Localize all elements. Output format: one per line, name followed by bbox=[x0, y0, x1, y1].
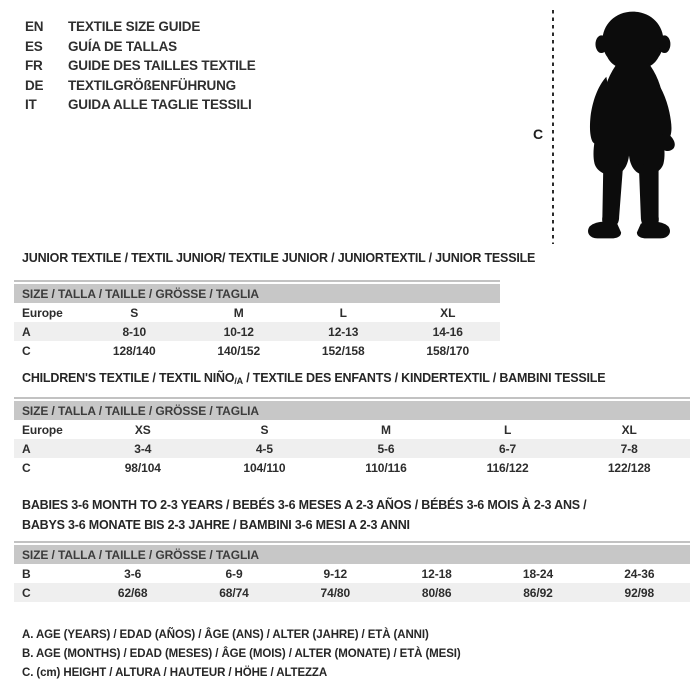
footnote-age-years: A. AGE (YEARS) / EDAD (AÑOS) / ÂGE (ANS) / ALTER (JAHRE) / ETÀ (ANNI) bbox=[22, 628, 429, 641]
size-header-bar bbox=[14, 401, 690, 420]
value-cell: 110/116 bbox=[365, 460, 407, 475]
language-row-fr bbox=[25, 56, 256, 76]
table-top-rule bbox=[14, 397, 690, 399]
value-cell: 152/158 bbox=[321, 343, 365, 358]
toddler-silhouette-icon bbox=[560, 7, 698, 245]
value-cell: 122/128 bbox=[607, 460, 651, 475]
language-title: GUÍA DE TALLAS bbox=[68, 38, 177, 54]
children-title-post: / TEXTILE DES ENFANTS / KINDERTEXTIL / BAMBINI TESSILE bbox=[242, 371, 606, 385]
children-size-table bbox=[14, 397, 690, 477]
value-cell: 12-13 bbox=[328, 324, 359, 339]
value-cell: 158/170 bbox=[426, 343, 470, 358]
value-cell: 7-8 bbox=[620, 441, 638, 456]
value-cell: 5-6 bbox=[377, 441, 395, 456]
babies-title-line1: BABIES 3-6 MONTH TO 2-3 YEARS / BEBÉS 3-6 MESES A 2-3 AÑOS / BÉBÉS 3-6 MOIS À 2-3 ANS / bbox=[22, 498, 587, 512]
size-cell: L bbox=[339, 305, 347, 320]
size-header-label: SIZE / TALLA / TAILLE / GRÖSSE / TAGLIA bbox=[22, 547, 259, 562]
value-cell: 86/92 bbox=[523, 585, 553, 600]
legend-footnotes bbox=[22, 625, 461, 683]
row-label: C bbox=[22, 585, 31, 600]
value-cell: 12-18 bbox=[421, 566, 452, 581]
value-cell: 8-10 bbox=[122, 324, 147, 339]
size-header-bar bbox=[14, 545, 690, 564]
junior-section-title: JUNIOR TEXTILE / TEXTIL JUNIOR/ TEXTILE JUNIOR / JUNIORTEXTIL / JUNIOR TESSILE bbox=[22, 251, 536, 265]
language-title: GUIDA ALLE TAGLIE TESSILI bbox=[68, 97, 252, 113]
table-row-months bbox=[14, 564, 690, 583]
language-title: GUIDE DES TAILLES TEXTILE bbox=[68, 58, 256, 74]
language-code: DE bbox=[25, 77, 44, 93]
table-row-height bbox=[14, 341, 500, 360]
table-row-height bbox=[14, 458, 690, 477]
table-top-rule bbox=[14, 541, 690, 543]
size-cell: XL bbox=[621, 422, 637, 437]
size-header-bar bbox=[14, 284, 500, 303]
row-label: C bbox=[22, 460, 31, 475]
height-measure-label: C bbox=[533, 126, 544, 142]
row-label: B bbox=[22, 566, 31, 581]
value-cell: 128/140 bbox=[112, 343, 156, 358]
language-row-it bbox=[25, 95, 256, 115]
table-row-age bbox=[14, 322, 500, 341]
value-cell: 14-16 bbox=[432, 324, 463, 339]
size-cell: M bbox=[381, 422, 391, 437]
value-cell: 24-36 bbox=[624, 566, 655, 581]
row-label: C bbox=[22, 343, 31, 358]
value-cell: 3-4 bbox=[134, 441, 152, 456]
table-row-europe bbox=[14, 420, 690, 439]
value-cell: 98/104 bbox=[124, 460, 161, 475]
value-cell: 10-12 bbox=[223, 324, 254, 339]
language-title: TEXTILE SIZE GUIDE bbox=[68, 19, 201, 35]
language-row-es bbox=[25, 37, 256, 57]
language-row-de bbox=[25, 76, 256, 96]
size-cell: XS bbox=[134, 422, 151, 437]
row-label: Europe bbox=[22, 422, 63, 437]
children-title-pre: CHILDREN'S TEXTILE / TEXTIL NIÑO bbox=[22, 371, 235, 385]
table-top-rule bbox=[14, 280, 500, 282]
value-cell: 92/98 bbox=[624, 585, 655, 600]
value-cell: 6-9 bbox=[225, 566, 243, 581]
value-cell: 116/122 bbox=[486, 460, 529, 475]
value-cell: 3-6 bbox=[124, 566, 142, 581]
footnote-height-cm: C. (cm) HEIGHT / ALTURA / HAUTEUR / HÖHE / ALTEZZA bbox=[22, 667, 328, 680]
table-row-europe bbox=[14, 303, 500, 322]
value-cell: 62/68 bbox=[117, 585, 148, 600]
children-section-title bbox=[22, 371, 605, 386]
table-row-height bbox=[14, 583, 690, 602]
size-cell: S bbox=[130, 305, 139, 320]
value-cell: 104/110 bbox=[243, 460, 286, 475]
size-cell: L bbox=[503, 422, 512, 437]
value-cell: 140/152 bbox=[217, 343, 261, 358]
language-row-en bbox=[25, 17, 256, 37]
size-cell: XL bbox=[440, 305, 456, 320]
value-cell: 6-7 bbox=[499, 441, 517, 456]
babies-size-table bbox=[14, 541, 690, 602]
value-cell: 9-12 bbox=[323, 566, 348, 581]
value-cell: 68/74 bbox=[219, 585, 249, 600]
value-cell: 80/86 bbox=[421, 585, 452, 600]
value-cell: 74/80 bbox=[320, 585, 351, 600]
language-list bbox=[25, 17, 256, 115]
babies-section-title bbox=[22, 496, 662, 535]
value-cell: 4-5 bbox=[255, 441, 273, 456]
language-title: TEXTILGRÖßENFÜHRUNG bbox=[68, 77, 236, 93]
language-code: EN bbox=[25, 19, 44, 35]
language-code: ES bbox=[25, 38, 43, 54]
babies-title-line2: BABYS 3-6 MONATE BIS 2-3 JAHRE / BAMBINI 3-6 MESI A 2-3 ANNI bbox=[22, 517, 410, 532]
size-header-label: SIZE / TALLA / TAILLE / GRÖSSE / TAGLIA bbox=[22, 286, 259, 301]
size-header-label: SIZE / TALLA / TAILLE / GRÖSSE / TAGLIA bbox=[22, 403, 259, 418]
footnote-age-months: B. AGE (MONTHS) / EDAD (MESES) / ÂGE (MOIS) / ALTER (MONATE) / ETÀ (MESI) bbox=[22, 647, 461, 660]
row-label: A bbox=[22, 441, 31, 456]
size-cell: M bbox=[233, 305, 244, 320]
language-code: FR bbox=[25, 58, 43, 74]
children-title-subscript: /A bbox=[234, 376, 243, 386]
table-row-age bbox=[14, 439, 690, 458]
height-dashed-line bbox=[552, 10, 554, 244]
language-code: IT bbox=[25, 97, 37, 113]
junior-size-table bbox=[14, 280, 500, 360]
row-label: A bbox=[22, 324, 31, 339]
row-label: Europe bbox=[22, 305, 63, 320]
value-cell: 18-24 bbox=[522, 566, 554, 581]
size-cell: S bbox=[260, 422, 269, 437]
